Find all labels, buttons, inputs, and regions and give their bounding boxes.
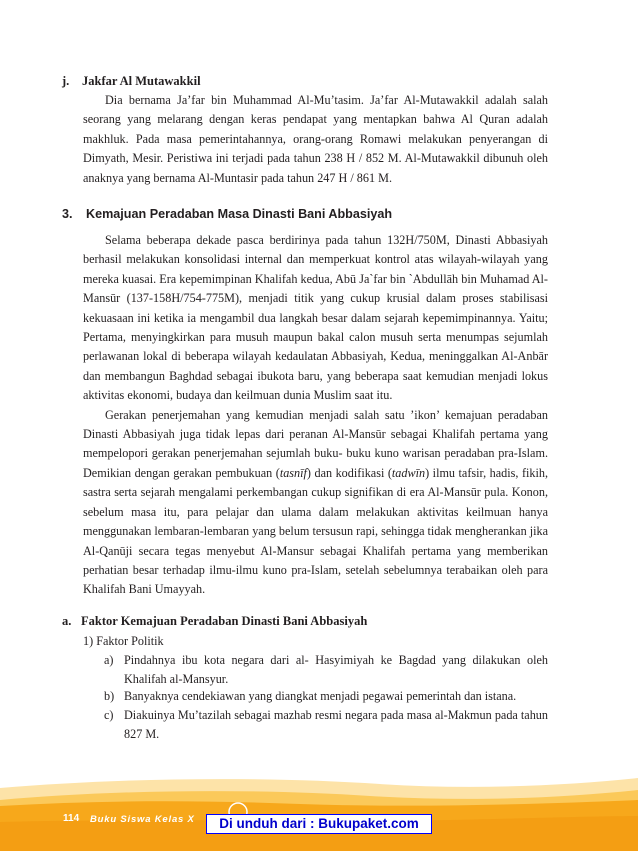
sub-item-label: b) — [104, 689, 115, 703]
page-footer — [0, 760, 638, 851]
sub-item-text: Diakuinya Mu’tazilah sebagai mazhab resmi negara pada masa al-Makmun pada tahun 827 M. — [124, 708, 548, 742]
section-3-body — [83, 231, 548, 600]
section-a-number: a. — [62, 614, 72, 628]
section-a-title: Faktor Kemajuan Peradaban Dinasti Bani Abbasiyah — [81, 614, 368, 628]
section-3-paragraph-2 — [83, 406, 548, 600]
page-number: 114 — [63, 813, 80, 824]
book-label: Buku Siswa Kelas X — [90, 814, 195, 825]
sub-item-label: a) — [104, 653, 114, 667]
section-3-title: Kemajuan Peradaban Masa Dinasti Bani Abbasiyah — [86, 207, 393, 221]
section-3-heading — [62, 207, 392, 221]
download-source-link[interactable]: Di unduh dari : Bukupaket.com — [206, 814, 432, 834]
term-tadwin: tadwīn — [391, 465, 426, 480]
footer-wave-graphic — [0, 760, 638, 851]
section-j-heading — [62, 74, 201, 89]
section-j-title: Jakfar Al Mutawakkil — [82, 74, 201, 88]
sub-item-text: Pindahnya ibu kota negara dari al- Hasyimiyah ke Bagdad yang dilakukan oleh Khalifah al-Mansyur. — [124, 653, 548, 687]
list-item-faktor-politik: 1) Faktor Politik — [83, 634, 164, 648]
term-tasnif: tasnīf — [279, 465, 307, 480]
sub-item-c — [104, 706, 548, 745]
sub-item-b — [104, 687, 548, 706]
section-j-paragraph: Dia bernama Ja’far bin Muhammad Al-Mu’tasim. Ja’far Al-Mutawakkil adalah salah seorang yang melarang dengan keras pendapat yang mentapkan bahwa Al Quran adalah makhluk. Pada masa pemerintahannya, orang-orang Romawi melakukan penyerangan di Dimyath, Mesir. Peristiwa ini terjadi pada tahun 238 H / 852 M. Al-Mutawakkil dibunuh oleh anaknya yang bernama Al-Muntasir pada tahun 247 H / 861 M. — [83, 93, 548, 185]
section-3-number: 3. — [62, 207, 73, 221]
sub-item-a — [104, 651, 548, 690]
section-3-paragraph-1: Selama beberapa dekade pasca berdirinya pada tahun 132H/750M, Dinasti Abbasiyah berhasil melakukan konsolidasi internal dan memperkuat kontrol atas wilayah-wilayah yang mereka kuasai. Era kepemimpinan Khalifah kedua, Abū Ja`far bin `Abdullāh bin Muhamad Al-Mansūr (137-158H/754-775M), menjadi titik yang cukup krusial dalam proses stabilisasi kekuasaan ini ketika ia mengambil dua langkah besar dalam sejarah kepemimpinannya. Yaitu; Pertama, menyingkirkan para musuh maupun bakal calon musuh serta menumpas sejumlah perlawanan lokal di beberapa wilayah kedaulatan Abbasiyah, Kedua, meninggalkan Al-Anbār dan membangun Baghdad sebagai ibukota baru, yang beberapa saat kemudian menjadi lokus aktivitas ekonomi, budaya dan keilmuan dunia Muslim saat itu. — [83, 233, 548, 403]
para2-text-c: ) ilmu tafsir, hadis, fikih, sastra serta sejarah mengalami perkembangan cukup signifikan di era Al-Mansūr pula. Konon, sebelum masa itu, para pelajar dan ulama dalam melakukan aktivitas keilmuan hanya menggunakan lembaran-lembaran yang belum tersusun rapi, sehingga tidak mengherankan jika Al-Qanūji secara tegas menyebut Al-Mansur sebagai Khalifah pertama yang memberikan perhatian besar terhadap ilmu-ilmu kuno pra-Islam, setelah sebelumnya terabaikan oleh para Khalifah Bani Umayyah. — [83, 465, 549, 597]
para2-text-a: Gerakan penerjemahan yang kemudian menjadi salah satu ’ikon’ kemajuan peradaban Dinasti Abbasiyah juga tidak lepas dari peranan Al-Mansūr sebagai Khalifah pertama yang mempelopori gerakan penerjemahan sejumlah buku- buku kuno warisan peradaban pra-Islam. Demikian dengan gerakan pembukuan ( — [83, 407, 548, 480]
sub-item-label: c) — [104, 708, 114, 722]
section-a-heading — [62, 614, 367, 629]
sub-item-text: Banyaknya cendekiawan yang diangkat menjadi pegawai pemerintah dan istana. — [124, 689, 517, 703]
section-j-body — [83, 91, 548, 188]
para2-text-b: ) dan kodifikasi ( — [306, 465, 392, 480]
section-j-number: j. — [62, 74, 70, 88]
